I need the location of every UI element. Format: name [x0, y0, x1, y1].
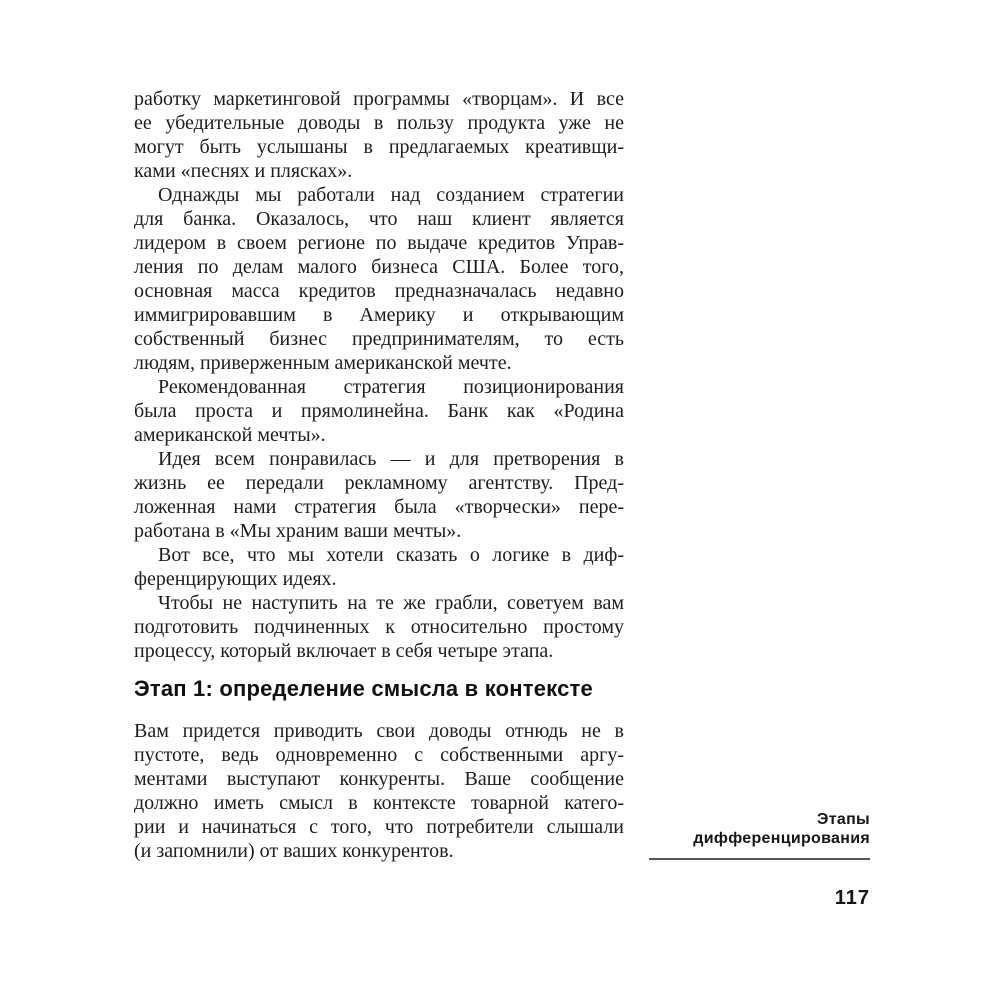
body-paragraphs: [134, 87, 624, 663]
text-line: для банка. Оказалось, что наш клиент является: [134, 208, 624, 230]
paragraph: [134, 375, 624, 447]
text-line: была проста и прямолинейна. Банк как «Родина: [134, 400, 624, 422]
paragraph: [134, 719, 624, 863]
text-line: работана в «Мы храним ваши мечты».: [134, 520, 462, 542]
text-line: иммигрировавшим в Америку и открывающим: [134, 304, 624, 326]
text-line: работку маркетинговой программы «творцам». И все: [134, 88, 624, 110]
text-line: процессу, который включает в себя четыре этапа.: [134, 640, 554, 662]
text-line: пустоте, ведь одновременно с собственными аргу-: [134, 744, 624, 766]
text-line: рии и начинаться с того, что потребители слышали: [134, 816, 624, 838]
text-line: должно иметь смысл в контексте товарной катего-: [134, 792, 624, 814]
text-line: ее убедительные доводы в пользу продукта уже не: [134, 112, 624, 134]
text-line: Вам придется приводить свои доводы отнюдь не в: [134, 720, 624, 742]
text-line: ления по делам малого бизнеса США. Более того,: [134, 256, 624, 278]
text-line: американской мечты».: [134, 424, 326, 446]
margin-note-line2: дифференцирования: [693, 830, 870, 847]
paragraph: [134, 543, 624, 591]
text-line: Однажды мы работали над созданием стратегии: [158, 184, 624, 206]
section-heading: Этап 1: определение смысла в контексте: [134, 676, 593, 701]
page-number: 117: [834, 887, 870, 909]
text-line: основная масса кредитов предназначалась недавно: [134, 280, 624, 302]
text-line: Чтобы не наступить на те же грабли, советуем вам: [158, 592, 624, 614]
text-line: (и запомнили) от ваших конкурентов.: [134, 840, 454, 862]
text-line: подготовить подчиненных к относительно простому: [134, 616, 624, 638]
paragraph: [134, 591, 624, 663]
text-line: ференцирующих идеях.: [134, 568, 337, 590]
margin-note-rule: [649, 858, 870, 860]
text-line: ментами выступают конкуренты. Ваше сообщение: [134, 768, 624, 790]
text-line: Идея всем понравилась — и для претворения в: [158, 448, 624, 470]
text-line: Рекомендованная стратегия позиционирования: [158, 376, 624, 398]
paragraph: [134, 183, 624, 375]
section-paragraphs: [134, 719, 624, 863]
margin-note: [620, 810, 870, 860]
text-line: Вот все, что мы хотели сказать о логике в диф-: [158, 544, 624, 566]
text-line: жизнь ее передали рекламному агентству. Пред-: [134, 472, 624, 494]
text-line: собственный бизнес предпринимателям, то есть: [134, 328, 624, 350]
margin-note-line1: Этапы: [817, 811, 870, 828]
text-line: лидером в своем регионе по выдаче кредитов Управ-: [134, 232, 624, 254]
text-line: ками «песнях и плясках».: [134, 160, 353, 182]
paragraph: [134, 447, 624, 543]
body-text-column: [134, 87, 624, 863]
text-line: могут быть услышаны в предлагаемых креативщи-: [134, 136, 624, 158]
text-line: людям, приверженным американской мечте.: [134, 352, 512, 374]
paragraph: [134, 87, 624, 183]
text-line: ложенная нами стратегия была «творчески» пере-: [134, 496, 624, 518]
